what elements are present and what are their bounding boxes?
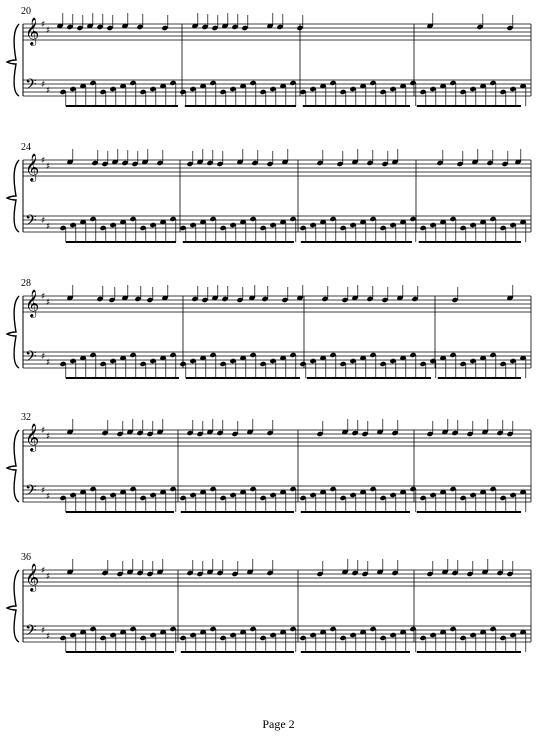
brace [7,24,19,96]
music-system [7,6,531,106]
music-system [7,412,531,512]
key-signature-sharp: ♯ [41,20,46,30]
treble-clef: 𝄞 [25,423,40,451]
key-signature-sharp: ♯ [46,492,51,502]
treble-clef: 𝄞 [25,153,40,181]
music-system [7,552,531,652]
brace [7,160,19,232]
key-signature-sharp: ♯ [41,426,46,436]
bass-clef: 𝄢 [25,212,37,233]
key-signature-sharp: ♯ [41,292,46,302]
key-signature-sharp: ♯ [46,162,51,172]
key-signature-sharp: ♯ [46,358,51,368]
treble-clef: 𝄞 [25,563,40,591]
key-signature-sharp: ♯ [46,26,51,36]
music-system [7,142,531,242]
bass-clef: 𝄢 [25,482,37,503]
brace [7,570,19,642]
key-signature-sharp: ♯ [46,572,51,582]
measure-number: 20 [21,6,31,17]
music-systems [7,6,531,652]
brace [7,430,19,502]
treble-clef: 𝄞 [25,289,40,317]
bass-clef: 𝄢 [25,348,37,369]
key-signature-sharp: ♯ [41,566,46,576]
bass-clef: 𝄢 [25,76,37,97]
key-signature-sharp: ♯ [46,86,51,96]
measure-number: 36 [21,552,31,563]
measure-number: 24 [21,142,31,153]
treble-clef: 𝄞 [25,17,40,45]
page-number: Page 2 [262,717,295,731]
key-signature-sharp: ♯ [46,432,51,442]
key-signature-sharp: ♯ [41,352,46,362]
key-signature-sharp: ♯ [41,486,46,496]
brace [7,296,19,368]
bass-clef: 𝄢 [25,622,37,643]
key-signature-sharp: ♯ [46,298,51,308]
key-signature-sharp: ♯ [41,216,46,226]
key-signature-sharp: ♯ [41,156,46,166]
music-system [7,278,531,378]
key-signature-sharp: ♯ [41,626,46,636]
key-signature-sharp: ♯ [41,80,46,90]
key-signature-sharp: ♯ [46,632,51,642]
key-signature-sharp: ♯ [46,222,51,232]
measure-number: 32 [21,412,31,423]
measure-number: 28 [21,278,31,289]
